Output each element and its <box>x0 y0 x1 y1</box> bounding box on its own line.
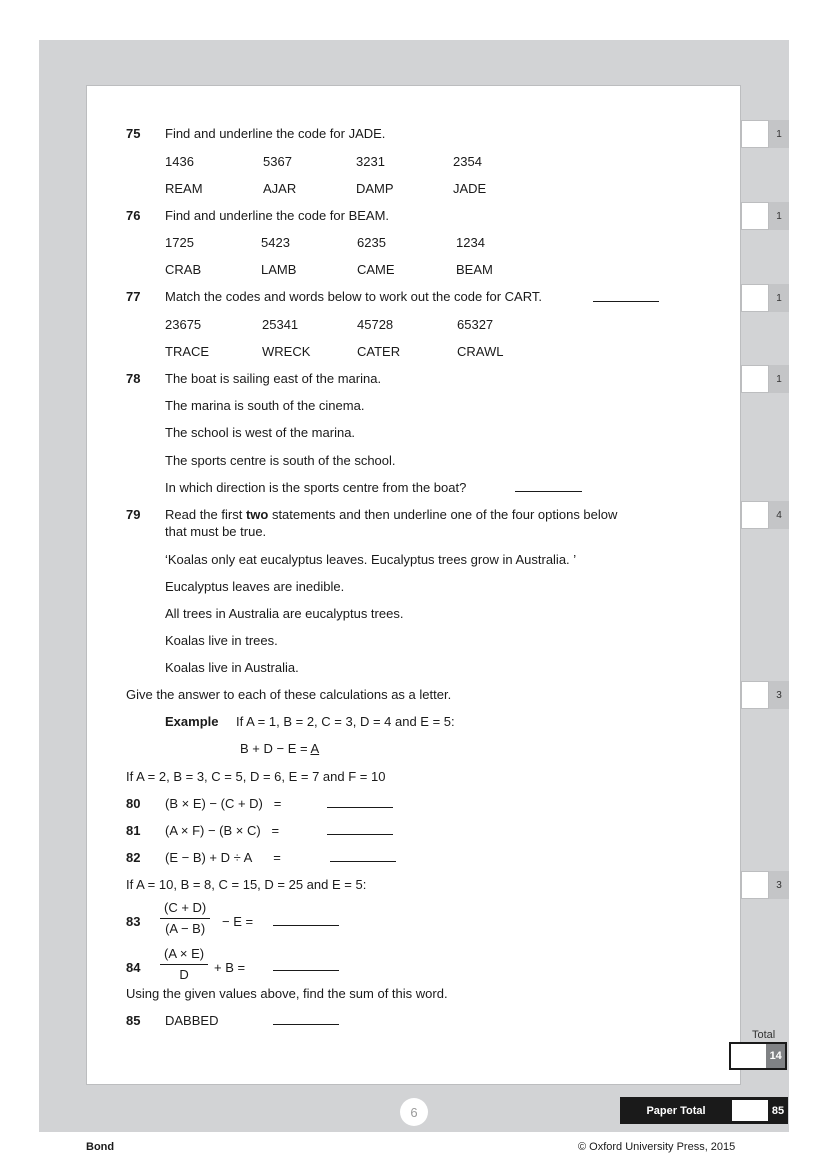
code-option[interactable]: 6235 <box>357 235 386 250</box>
mark-box[interactable]: 4 <box>741 501 789 529</box>
word-option: CRAB <box>165 262 202 277</box>
question-number: 77 <box>126 289 141 304</box>
expression-rest: + B = <box>214 960 246 975</box>
values-intro: If A = 10, B = 8, C = 15, D = 25 and E = 5: <box>126 877 367 892</box>
answer-line[interactable] <box>273 970 339 971</box>
expression-rest: − E = <box>222 914 254 929</box>
fraction <box>160 900 210 937</box>
question-text: In which direction is the sports centre from the boat? <box>165 480 467 495</box>
code-option[interactable]: 1725 <box>165 235 194 250</box>
question-number: 78 <box>126 371 141 386</box>
example-expression: B + D − E = A <box>240 741 320 756</box>
code-option[interactable]: 1436 <box>165 154 194 169</box>
statement: The marina is south of the cinema. <box>165 398 365 413</box>
paper-total-label: Paper Total <box>646 1104 706 1117</box>
answer-option[interactable]: Koalas live in trees. <box>165 633 278 648</box>
mark-box[interactable]: 1 <box>741 284 789 312</box>
fraction <box>160 946 208 983</box>
question-number: 85 <box>126 1013 141 1028</box>
mark-box[interactable]: 1 <box>741 365 789 393</box>
statement: The boat is sailing east of the marina. <box>165 371 382 386</box>
answer-line[interactable] <box>327 834 393 835</box>
statement: The sports centre is south of the school. <box>165 453 396 468</box>
question-number: 83 <box>126 914 141 929</box>
question-text-line2: that must be true. <box>165 524 267 539</box>
answer-option[interactable]: All trees in Australia are eucalyptus trees. <box>165 606 404 621</box>
word-option: CATER <box>357 344 401 359</box>
section-intro: Using the given values above, find the sum of this word. <box>126 986 448 1001</box>
mark-box[interactable]: 1 <box>741 120 789 148</box>
paper-total-input[interactable] <box>732 1100 768 1121</box>
code-option[interactable]: 1234 <box>456 235 485 250</box>
numerator: (A × E) <box>160 946 208 965</box>
mark-box[interactable]: 3 <box>741 871 789 899</box>
question-number: 84 <box>126 960 141 975</box>
page-number: 6 <box>400 1098 428 1126</box>
code-option[interactable]: 5423 <box>261 235 290 250</box>
code-option[interactable]: 5367 <box>263 154 292 169</box>
word-option: JADE <box>453 181 487 196</box>
answer-line[interactable] <box>273 925 339 926</box>
brand: Bond <box>86 1141 115 1153</box>
question-number: 79 <box>126 507 141 522</box>
paper-total-box[interactable] <box>620 1097 788 1124</box>
answer-line[interactable] <box>515 491 582 492</box>
question-text: Find and underline the code for JADE. <box>165 126 386 141</box>
answer-line[interactable] <box>327 807 393 808</box>
word-option: TRACE <box>165 344 210 359</box>
code-option: 45728 <box>357 317 394 332</box>
word-option: CRAWL <box>457 344 504 359</box>
expression: (E − B) + D ÷ A = <box>165 850 281 865</box>
total-box[interactable]: 14 <box>729 1042 787 1070</box>
copyright: © Oxford University Press, 2015 <box>578 1141 736 1153</box>
question-text: Match the codes and words below to work out the code for CART. <box>165 289 542 304</box>
question-text: Read the first two statements and then underline one of the four options below <box>165 507 618 522</box>
answer-line[interactable] <box>593 301 659 302</box>
expression: (B × E) − (C + D) = <box>165 796 282 811</box>
answer-option[interactable]: Eucalyptus leaves are inedible. <box>165 579 345 594</box>
code-option: 23675 <box>165 317 202 332</box>
expression: (A × F) − (B × C) = <box>165 823 280 838</box>
word-option: LAMB <box>261 262 297 277</box>
quote: ‘Koalas only eat eucalyptus leaves. Eucalyptus trees grow in Australia. ’ <box>165 552 577 567</box>
question-text: Find and underline the code for BEAM. <box>165 208 390 223</box>
code-option[interactable]: 3231 <box>356 154 385 169</box>
denominator: (A − B) <box>165 921 206 936</box>
example-text: If A = 1, B = 2, C = 3, D = 4 and E = 5: <box>236 714 455 729</box>
code-option: 65327 <box>457 317 494 332</box>
word-option: WRECK <box>262 344 311 359</box>
paper-total-value: 85 <box>771 1104 785 1117</box>
word: DABBED <box>165 1013 219 1028</box>
question-number: 80 <box>126 796 141 811</box>
example-label: Example <box>165 714 219 729</box>
total-label: Total <box>752 1029 776 1041</box>
question-number: 76 <box>126 208 141 223</box>
numerator: (C + D) <box>160 900 210 919</box>
question-number: 82 <box>126 850 141 865</box>
word-option: CAME <box>357 262 395 277</box>
word-option: DAMP <box>356 181 394 196</box>
code-option[interactable]: 2354 <box>453 154 482 169</box>
question-number: 81 <box>126 823 141 838</box>
answer-line[interactable] <box>330 861 396 862</box>
word-option: BEAM <box>456 262 493 277</box>
section-intro: Give the answer to each of these calculations as a letter. <box>126 687 452 702</box>
code-option: 25341 <box>262 317 299 332</box>
denominator: D <box>179 967 189 982</box>
answer-option[interactable]: Koalas live in Australia. <box>165 660 299 675</box>
values-intro: If A = 2, B = 3, C = 5, D = 6, E = 7 and F = 10 <box>126 769 386 784</box>
word-option: AJAR <box>263 181 297 196</box>
mark-box[interactable]: 1 <box>741 202 789 230</box>
word-option: REAM <box>165 181 203 196</box>
question-number: 75 <box>126 126 141 141</box>
mark-box[interactable]: 3 <box>741 681 789 709</box>
answer-line[interactable] <box>273 1024 339 1025</box>
statement: The school is west of the marina. <box>165 425 356 440</box>
